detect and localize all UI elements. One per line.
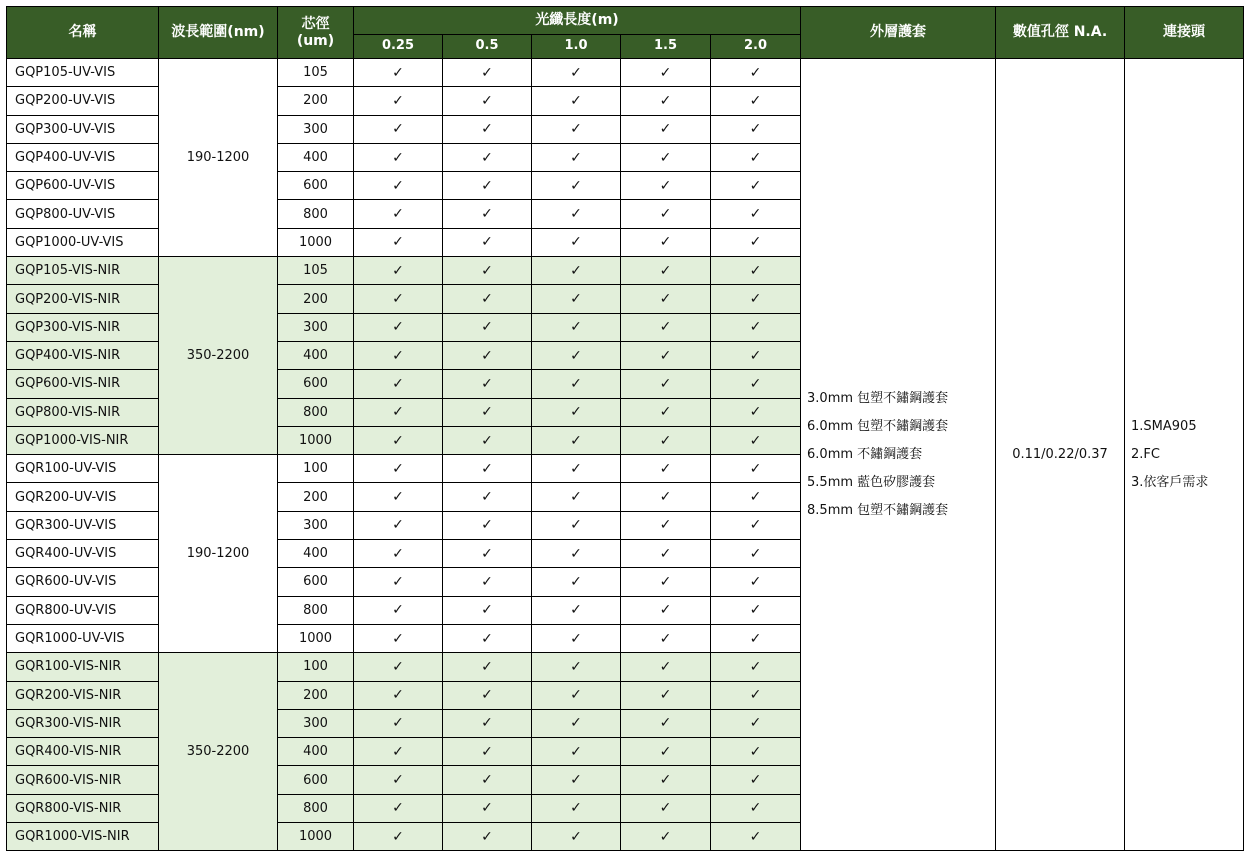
check-mark-icon: ✓	[711, 455, 801, 483]
check-mark-icon: ✓	[621, 370, 711, 398]
product-name-cell: GQR1000-UV-VIS	[7, 624, 159, 652]
header-jacket: 外層護套	[801, 7, 996, 59]
check-mark-icon: ✓	[711, 398, 801, 426]
connector-option: 1.SMA905	[1131, 418, 1197, 434]
check-mark-icon: ✓	[354, 596, 443, 624]
check-mark-icon: ✓	[532, 681, 621, 709]
check-mark-icon: ✓	[711, 653, 801, 681]
check-mark-icon: ✓	[443, 511, 532, 539]
core-diameter-cell: 300	[278, 313, 354, 341]
product-name-cell: GQP105-UV-VIS	[7, 59, 159, 87]
check-mark-icon: ✓	[711, 794, 801, 822]
check-mark-icon: ✓	[621, 200, 711, 228]
check-mark-icon: ✓	[532, 794, 621, 822]
product-name-cell: GQR800-VIS-NIR	[7, 794, 159, 822]
check-mark-icon: ✓	[621, 313, 711, 341]
check-mark-icon: ✓	[532, 568, 621, 596]
wavelength-range-cell: 350-2200	[159, 653, 278, 851]
product-name-cell: GQP800-UV-VIS	[7, 200, 159, 228]
check-mark-icon: ✓	[621, 172, 711, 200]
check-mark-icon: ✓	[621, 87, 711, 115]
check-mark-icon: ✓	[443, 709, 532, 737]
header-length-option: 2.0	[711, 35, 801, 59]
product-name-cell: GQR300-VIS-NIR	[7, 709, 159, 737]
jacket-option: 8.5mm 包塑不鏽鋼護套	[807, 502, 949, 518]
core-diameter-cell: 400	[278, 738, 354, 766]
check-mark-icon: ✓	[621, 228, 711, 256]
check-mark-icon: ✓	[711, 228, 801, 256]
core-diameter-cell: 100	[278, 455, 354, 483]
check-mark-icon: ✓	[532, 709, 621, 737]
check-mark-icon: ✓	[354, 87, 443, 115]
check-mark-icon: ✓	[532, 540, 621, 568]
check-mark-icon: ✓	[443, 596, 532, 624]
check-mark-icon: ✓	[443, 568, 532, 596]
check-mark-icon: ✓	[354, 313, 443, 341]
core-diameter-cell: 400	[278, 540, 354, 568]
check-mark-icon: ✓	[711, 540, 801, 568]
wavelength-range-cell: 190-1200	[159, 455, 278, 653]
check-mark-icon: ✓	[532, 596, 621, 624]
check-mark-icon: ✓	[532, 172, 621, 200]
check-mark-icon: ✓	[711, 681, 801, 709]
check-mark-icon: ✓	[443, 540, 532, 568]
product-name-cell: GQP1000-VIS-NIR	[7, 426, 159, 454]
product-name-cell: GQR100-VIS-NIR	[7, 653, 159, 681]
check-mark-icon: ✓	[532, 59, 621, 87]
core-diameter-cell: 800	[278, 398, 354, 426]
check-mark-icon: ✓	[443, 143, 532, 171]
product-name-cell: GQP1000-UV-VIS	[7, 228, 159, 256]
core-diameter-cell: 800	[278, 596, 354, 624]
check-mark-icon: ✓	[711, 596, 801, 624]
core-diameter-cell: 400	[278, 143, 354, 171]
check-mark-icon: ✓	[354, 200, 443, 228]
check-mark-icon: ✓	[532, 228, 621, 256]
check-mark-icon: ✓	[532, 370, 621, 398]
check-mark-icon: ✓	[532, 115, 621, 143]
check-mark-icon: ✓	[621, 257, 711, 285]
product-name-cell: GQP600-VIS-NIR	[7, 370, 159, 398]
check-mark-icon: ✓	[443, 426, 532, 454]
check-mark-icon: ✓	[711, 511, 801, 539]
check-mark-icon: ✓	[532, 483, 621, 511]
header-connector: 連接頭	[1125, 7, 1244, 59]
product-name-cell: GQP200-VIS-NIR	[7, 285, 159, 313]
check-mark-icon: ✓	[532, 653, 621, 681]
check-mark-icon: ✓	[443, 370, 532, 398]
check-mark-icon: ✓	[532, 738, 621, 766]
core-diameter-cell: 300	[278, 115, 354, 143]
check-mark-icon: ✓	[443, 738, 532, 766]
table-body	[7, 59, 1244, 851]
header-length-option: 0.5	[443, 35, 532, 59]
check-mark-icon: ✓	[443, 228, 532, 256]
check-mark-icon: ✓	[621, 794, 711, 822]
check-mark-icon: ✓	[354, 709, 443, 737]
wavelength-range-cell: 350-2200	[159, 257, 278, 455]
check-mark-icon: ✓	[711, 624, 801, 652]
check-mark-icon: ✓	[532, 87, 621, 115]
header-length: 光纖長度(m)	[354, 7, 801, 35]
check-mark-icon: ✓	[532, 200, 621, 228]
connector-options-cell	[1125, 59, 1244, 851]
check-mark-icon: ✓	[443, 483, 532, 511]
check-mark-icon: ✓	[711, 483, 801, 511]
header-name: 名稱	[7, 7, 159, 59]
check-mark-icon: ✓	[443, 285, 532, 313]
core-diameter-cell: 200	[278, 483, 354, 511]
check-mark-icon: ✓	[711, 370, 801, 398]
jacket-option: 3.0mm 包塑不鏽鋼護套	[807, 390, 949, 406]
check-mark-icon: ✓	[711, 200, 801, 228]
core-diameter-cell: 1000	[278, 228, 354, 256]
core-diameter-cell: 105	[278, 257, 354, 285]
jacket-options-cell	[801, 59, 996, 851]
product-name-cell: GQR800-UV-VIS	[7, 596, 159, 624]
check-mark-icon: ✓	[621, 568, 711, 596]
check-mark-icon: ✓	[621, 596, 711, 624]
check-mark-icon: ✓	[354, 341, 443, 369]
check-mark-icon: ✓	[711, 115, 801, 143]
check-mark-icon: ✓	[443, 624, 532, 652]
header-core-line2: (um)	[296, 32, 335, 49]
core-diameter-cell: 1000	[278, 823, 354, 851]
product-name-cell: GQR600-UV-VIS	[7, 568, 159, 596]
core-diameter-cell: 600	[278, 568, 354, 596]
header-na: 數值孔徑 N.A.	[996, 7, 1125, 59]
check-mark-icon: ✓	[443, 766, 532, 794]
check-mark-icon: ✓	[443, 653, 532, 681]
check-mark-icon: ✓	[354, 540, 443, 568]
product-name-cell: GQR200-UV-VIS	[7, 483, 159, 511]
check-mark-icon: ✓	[354, 568, 443, 596]
header-core-line1: 芯徑	[301, 16, 330, 33]
check-mark-icon: ✓	[532, 511, 621, 539]
check-mark-icon: ✓	[621, 540, 711, 568]
product-name-cell: GQR1000-VIS-NIR	[7, 823, 159, 851]
check-mark-icon: ✓	[443, 794, 532, 822]
check-mark-icon: ✓	[443, 115, 532, 143]
check-mark-icon: ✓	[532, 398, 621, 426]
header-length-option: 1.5	[621, 35, 711, 59]
check-mark-icon: ✓	[621, 653, 711, 681]
core-diameter-cell: 300	[278, 709, 354, 737]
product-name-cell: GQP400-VIS-NIR	[7, 341, 159, 369]
product-name-cell: GQP600-UV-VIS	[7, 172, 159, 200]
core-diameter-cell: 600	[278, 172, 354, 200]
core-diameter-cell: 105	[278, 59, 354, 87]
check-mark-icon: ✓	[354, 653, 443, 681]
header-length-option: 0.25	[354, 35, 443, 59]
connector-option: 3.依客戶需求	[1131, 474, 1209, 490]
check-mark-icon: ✓	[354, 794, 443, 822]
check-mark-icon: ✓	[354, 257, 443, 285]
check-mark-icon: ✓	[711, 257, 801, 285]
jacket-option: 5.5mm 藍色矽膠護套	[807, 474, 936, 490]
check-mark-icon: ✓	[532, 313, 621, 341]
core-diameter-cell: 100	[278, 653, 354, 681]
check-mark-icon: ✓	[443, 200, 532, 228]
check-mark-icon: ✓	[354, 143, 443, 171]
core-diameter-cell: 600	[278, 370, 354, 398]
product-name-cell: GQR600-VIS-NIR	[7, 766, 159, 794]
product-name-cell: GQP300-VIS-NIR	[7, 313, 159, 341]
product-name-cell: GQR400-UV-VIS	[7, 540, 159, 568]
check-mark-icon: ✓	[621, 59, 711, 87]
product-name-cell: GQP400-UV-VIS	[7, 143, 159, 171]
header-wavelength: 波長範圍(nm)	[159, 7, 278, 59]
product-name-cell: GQR100-UV-VIS	[7, 455, 159, 483]
check-mark-icon: ✓	[532, 285, 621, 313]
core-diameter-cell: 200	[278, 285, 354, 313]
check-mark-icon: ✓	[443, 341, 532, 369]
check-mark-icon: ✓	[532, 257, 621, 285]
table-header	[7, 7, 1244, 59]
table-row	[7, 59, 1244, 87]
check-mark-icon: ✓	[354, 59, 443, 87]
check-mark-icon: ✓	[443, 681, 532, 709]
connector-option: 2.FC	[1131, 446, 1160, 462]
jacket-option: 6.0mm 不鏽鋼護套	[807, 446, 923, 462]
check-mark-icon: ✓	[532, 823, 621, 851]
product-name-cell: GQP300-UV-VIS	[7, 115, 159, 143]
check-mark-icon: ✓	[354, 681, 443, 709]
check-mark-icon: ✓	[621, 709, 711, 737]
check-mark-icon: ✓	[621, 398, 711, 426]
check-mark-icon: ✓	[621, 823, 711, 851]
check-mark-icon: ✓	[354, 426, 443, 454]
core-diameter-cell: 400	[278, 341, 354, 369]
core-diameter-cell: 200	[278, 87, 354, 115]
product-name-cell: GQR400-VIS-NIR	[7, 738, 159, 766]
check-mark-icon: ✓	[711, 738, 801, 766]
check-mark-icon: ✓	[443, 87, 532, 115]
product-name-cell: GQP200-UV-VIS	[7, 87, 159, 115]
numerical-aperture-cell: 0.11/0.22/0.37	[996, 59, 1125, 851]
check-mark-icon: ✓	[532, 624, 621, 652]
check-mark-icon: ✓	[532, 426, 621, 454]
check-mark-icon: ✓	[354, 738, 443, 766]
check-mark-icon: ✓	[354, 285, 443, 313]
check-mark-icon: ✓	[354, 455, 443, 483]
check-mark-icon: ✓	[621, 455, 711, 483]
check-mark-icon: ✓	[711, 341, 801, 369]
check-mark-icon: ✓	[443, 455, 532, 483]
check-mark-icon: ✓	[711, 143, 801, 171]
jacket-option: 6.0mm 包塑不鏽鋼護套	[807, 418, 949, 434]
core-diameter-cell: 1000	[278, 624, 354, 652]
wavelength-range-cell: 190-1200	[159, 59, 278, 257]
check-mark-icon: ✓	[621, 483, 711, 511]
check-mark-icon: ✓	[621, 624, 711, 652]
check-mark-icon: ✓	[532, 143, 621, 171]
product-name-cell: GQR200-VIS-NIR	[7, 681, 159, 709]
check-mark-icon: ✓	[354, 370, 443, 398]
check-mark-icon: ✓	[354, 766, 443, 794]
check-mark-icon: ✓	[443, 398, 532, 426]
check-mark-icon: ✓	[621, 285, 711, 313]
check-mark-icon: ✓	[532, 455, 621, 483]
product-name-cell: GQR300-UV-VIS	[7, 511, 159, 539]
check-mark-icon: ✓	[621, 115, 711, 143]
product-name-cell: GQP105-VIS-NIR	[7, 257, 159, 285]
check-mark-icon: ✓	[711, 766, 801, 794]
core-diameter-cell: 800	[278, 200, 354, 228]
check-mark-icon: ✓	[354, 172, 443, 200]
check-mark-icon: ✓	[621, 766, 711, 794]
check-mark-icon: ✓	[354, 624, 443, 652]
check-mark-icon: ✓	[443, 59, 532, 87]
check-mark-icon: ✓	[354, 115, 443, 143]
check-mark-icon: ✓	[354, 398, 443, 426]
check-mark-icon: ✓	[354, 483, 443, 511]
check-mark-icon: ✓	[711, 426, 801, 454]
core-diameter-cell: 800	[278, 794, 354, 822]
check-mark-icon: ✓	[621, 681, 711, 709]
core-diameter-cell: 300	[278, 511, 354, 539]
check-mark-icon: ✓	[621, 511, 711, 539]
check-mark-icon: ✓	[354, 228, 443, 256]
check-mark-icon: ✓	[621, 426, 711, 454]
check-mark-icon: ✓	[443, 313, 532, 341]
check-mark-icon: ✓	[621, 738, 711, 766]
check-mark-icon: ✓	[711, 172, 801, 200]
check-mark-icon: ✓	[711, 87, 801, 115]
check-mark-icon: ✓	[711, 568, 801, 596]
check-mark-icon: ✓	[443, 823, 532, 851]
check-mark-icon: ✓	[621, 341, 711, 369]
check-mark-icon: ✓	[711, 709, 801, 737]
check-mark-icon: ✓	[354, 511, 443, 539]
check-mark-icon: ✓	[621, 143, 711, 171]
check-mark-icon: ✓	[443, 172, 532, 200]
product-name-cell: GQP800-VIS-NIR	[7, 398, 159, 426]
check-mark-icon: ✓	[711, 823, 801, 851]
check-mark-icon: ✓	[443, 257, 532, 285]
check-mark-icon: ✓	[711, 59, 801, 87]
check-mark-icon: ✓	[532, 766, 621, 794]
check-mark-icon: ✓	[532, 341, 621, 369]
header-core	[278, 7, 354, 59]
core-diameter-cell: 1000	[278, 426, 354, 454]
core-diameter-cell: 200	[278, 681, 354, 709]
check-mark-icon: ✓	[711, 285, 801, 313]
fiber-spec-table	[6, 6, 1244, 851]
check-mark-icon: ✓	[711, 313, 801, 341]
check-mark-icon: ✓	[354, 823, 443, 851]
core-diameter-cell: 600	[278, 766, 354, 794]
header-length-option: 1.0	[532, 35, 621, 59]
